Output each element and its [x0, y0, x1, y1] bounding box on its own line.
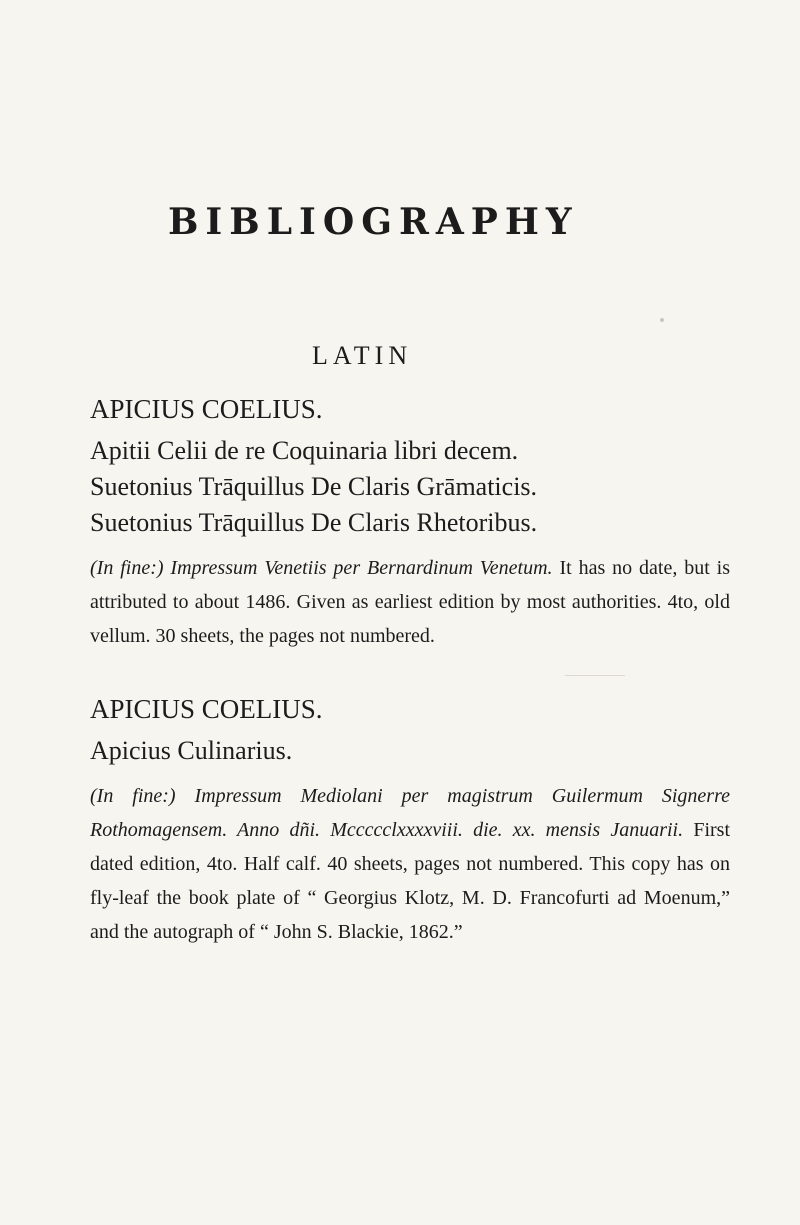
entry-title-line: Apicius Culinarius. — [90, 736, 293, 765]
entry-title-line: Apitii Celii de re Coquinaria libri decem. — [90, 436, 519, 465]
entry-heading: APICIUS COELIUS. — [90, 694, 323, 724]
entry-imprint: (In fine:) Impressum Venetiis per Bernardinum Venetum. — [90, 557, 553, 579]
entry-note — [90, 779, 730, 949]
bibliography-entry — [90, 693, 730, 949]
entry-heading: APICIUS COELIUS. — [90, 394, 323, 424]
section-heading: LATIN — [312, 341, 413, 370]
entry-note — [90, 551, 730, 653]
paper-mark — [660, 318, 664, 322]
entry-title-line: Suetonius Trāquillus De Claris Rhetoribus. — [90, 508, 538, 537]
paper-mark — [565, 675, 625, 676]
entry-imprint: (In fine:) Impressum Mediolani per magistrum Guilermum Signerre Rothomagensem. Anno dñi. Mccccclxxxxviii. die. xx. mensis Januarii. — [90, 785, 730, 841]
entry-description: It has no date, but is attributed to about 1486. Given as earliest edition by most authorities. 4to, old vellum. 30 sheets, the pages not numbered. — [90, 557, 731, 647]
entry-description: First dated edition, 4to. Half calf. 40 sheets, pages not numbered. This copy has on fly-leaf the book plate of “ Georgius Klotz, M. D. Francofurti ad Moenum,” and the autograph of “ John S. Blackie, 1862.” — [90, 819, 731, 943]
page-title: BIBLIOGRAPHY — [168, 201, 579, 243]
entry-title-line: Suetonius Trāquillus De Claris Grāmaticis. — [90, 472, 538, 501]
bibliography-entry — [90, 393, 730, 653]
